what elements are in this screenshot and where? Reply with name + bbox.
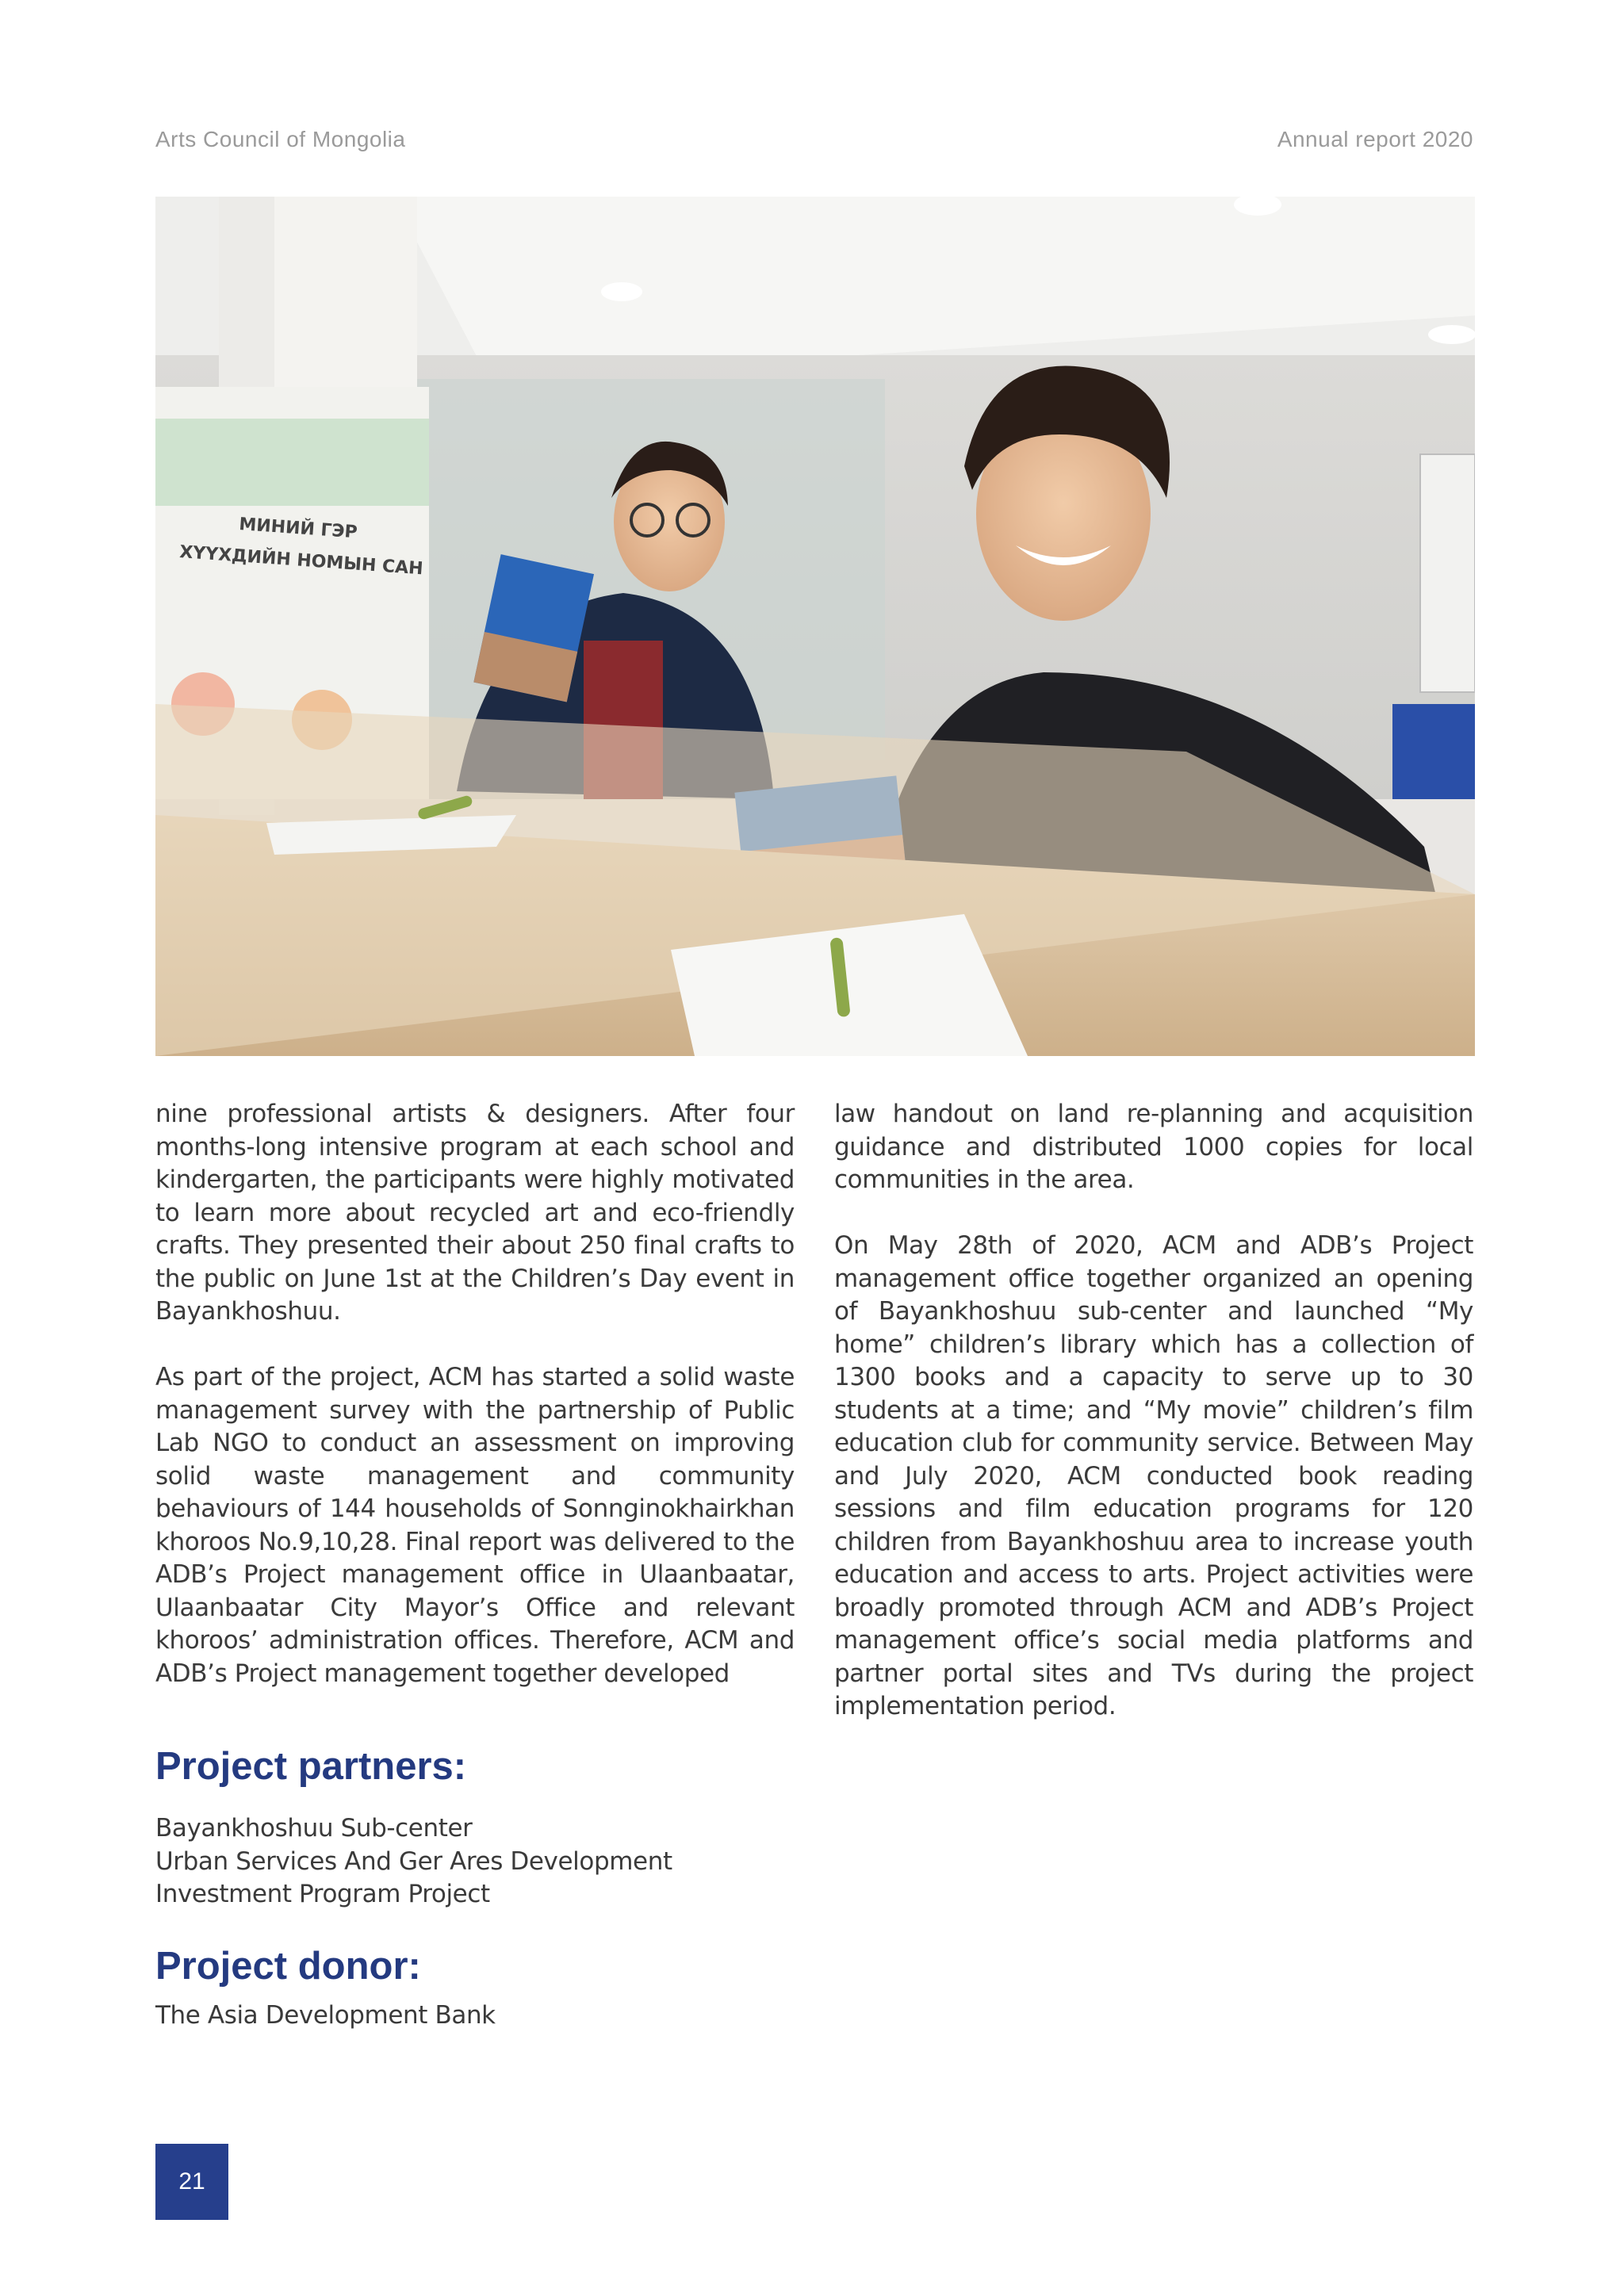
project-partners-list	[155, 1812, 672, 1911]
body-column-right	[834, 1098, 1473, 1724]
list-item: Urban Services And Ger Ares Development	[155, 1846, 672, 1876]
list-item: Bayankhoshuu Sub-center	[155, 1814, 473, 1843]
event-photo	[155, 197, 1475, 1056]
banner-line-2: ХҮҮХДИЙН НОМЫН САН	[178, 542, 424, 580]
project-donor-list	[155, 1999, 496, 2033]
body-column-left	[155, 1098, 795, 1690]
banner-line-1: МИНИЙ ГЭР	[238, 515, 358, 543]
paragraph: As part of the project, ACM has started a solid waste management survey with the partnership of Public Lab NGO to conduct an assessment on improving solid waste management and community behaviours of 144 households of Sonnginokhairkhan khoroos No.9,10,28. Final report was delivered to the ADB’s Project management office in Ulaanbaatar, Ulaanbaatar City Mayor’s Office and relevant khoroos’ administration offices. Therefore, ACM and ADB’s Project management together developed	[155, 1363, 795, 1688]
header-organization: Arts Council of Mongolia	[155, 127, 406, 151]
header-report-title: Annual report 2020	[1277, 127, 1473, 151]
photo-illustration	[155, 197, 1475, 1056]
page-number: 21	[178, 2168, 205, 2195]
project-partners-title: Project partners:	[155, 1745, 467, 1788]
list-item: The Asia Development Bank	[155, 2001, 496, 2030]
paragraph: law handout on land re-planning and acquisition guidance and distributed 1000 copies for local communities in the area.	[834, 1100, 1473, 1194]
paragraph: nine professional artists & designers. After four months-long intensive program at each school and kindergarten, the participants were highly motivated to learn more about recycled art and eco-friendly crafts. They presented their about 250 final crafts to the public on June 1st at the Children’s Day event in Bayankhoshuu.	[155, 1100, 795, 1326]
page-number-badge	[155, 2144, 228, 2220]
project-donor-title: Project donor:	[155, 1945, 421, 1988]
paragraph: On May 28th of 2020, ACM and ADB’s Project management office together organized an opening of Bayankhoshuu sub-center and launched “My home” children’s library which has a collection of 1300 books and a capacity to serve up to 30 students at a time; and “My movie” children’s film education club for community service. Between May and July 2020, ACM conducted book reading sessions and film education programs for 120 children from Bayankhoshuu area to increase youth education and access to arts. Project activities were broadly promoted through ACM and ADB’s Project management office’s social media platforms and partner portal sites and TVs during the project implementation period.	[834, 1231, 1473, 1720]
running-header	[155, 127, 1473, 162]
list-item: Investment Program Project	[155, 1880, 490, 1908]
